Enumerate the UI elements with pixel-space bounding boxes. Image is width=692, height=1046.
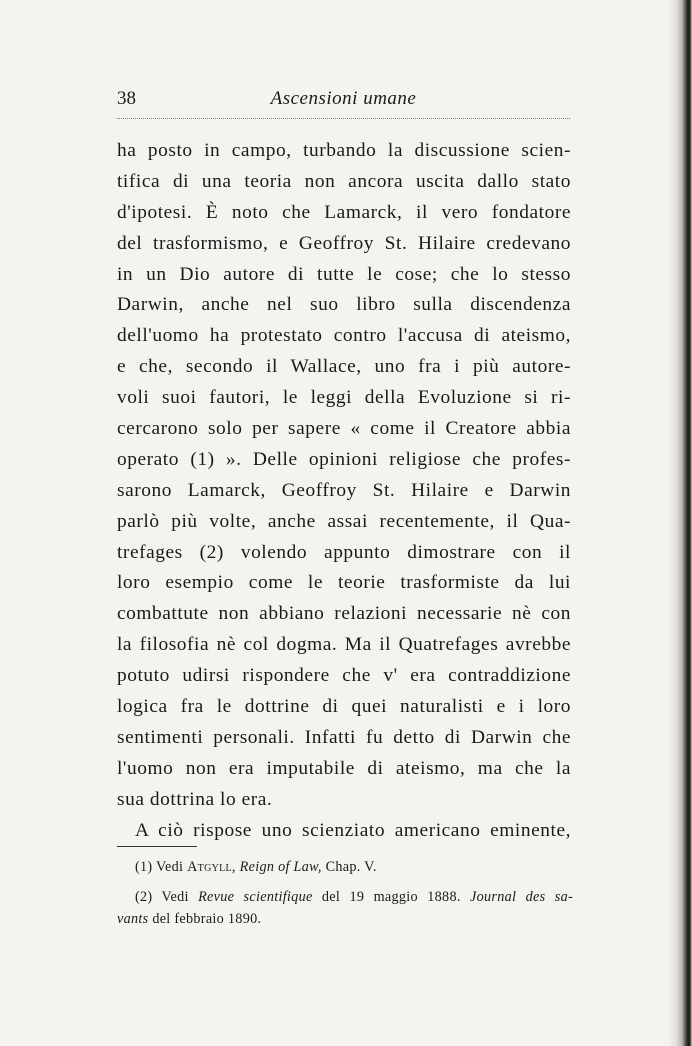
text-line: d'ipotesi. È noto che Lamarck, il vero fondatore xyxy=(117,201,571,223)
text-line: trefages (2) volendo appunto dimostrare con il xyxy=(117,541,571,563)
text-line: l'uomo non era imputabile di ateismo, ma che la xyxy=(117,757,571,779)
text-line: potuto udirsi rispondere che v' era contraddizione xyxy=(117,665,571,687)
text-line: operato (1) ». Delle opinioni religiose che profes- xyxy=(117,448,571,470)
binding-edge xyxy=(668,0,692,1046)
footnote-2-continued xyxy=(117,908,573,930)
text-line: ha posto in campo, turbando la discussione scien- xyxy=(117,140,571,161)
text-line: loro esempio come le teorie trasformiste da lui xyxy=(117,572,571,594)
text-line: parlò più volte, anche assai recentemente, il Qua- xyxy=(117,510,571,532)
text-line: del trasformismo, e Geoffroy St. Hilaire credevano xyxy=(117,232,571,254)
footnote-author: Atgyll, xyxy=(187,859,236,875)
text-line: logica fra le dottrine di quei naturalisti e i loro xyxy=(117,696,571,718)
text-line: e che, secondo il Wallace, uno fra i più autore- xyxy=(117,356,571,378)
footnote-text: Chap. V. xyxy=(325,859,377,875)
footnote-work: Revue scientifique xyxy=(198,889,313,905)
footnote-text: del 19 maggio 1888. xyxy=(321,889,461,905)
footnote-rule xyxy=(117,846,197,847)
text-line: sua dottrina lo era. xyxy=(117,788,273,810)
footnote-work: vants xyxy=(117,911,149,927)
page-number: 38 xyxy=(117,88,136,109)
body-text xyxy=(117,136,571,846)
text-line: dell'uomo ha protestato contro l'accusa di ateismo, xyxy=(117,325,571,347)
footnote-work: Journal des sa- xyxy=(470,889,573,905)
text-line: tifica di una teoria non ancora uscita dallo stato xyxy=(117,170,571,192)
footnote-2 xyxy=(117,886,573,908)
text-line: cercarono solo per sapere « come il Creatore abbia xyxy=(117,418,571,440)
footnotes xyxy=(117,856,573,930)
footnote-marker: (1) Vedi xyxy=(135,859,184,875)
text-line: sentimenti personali. Infatti fu detto di Darwin che xyxy=(117,726,571,748)
text-line: la filosofia nè col dogma. Ma il Quatrefages avrebbe xyxy=(117,634,571,656)
running-title: Ascensioni umane xyxy=(270,88,417,109)
header-rule xyxy=(117,118,570,119)
text-line: in un Dio autore di tutte le cose; che lo stesso xyxy=(117,263,571,285)
text-line: combattute non abbiano relazioni necessarie nè con xyxy=(117,603,571,625)
text-line: Darwin, anche nel suo libro sulla discendenza xyxy=(117,294,571,316)
footnote-marker: (2) Vedi xyxy=(135,889,189,905)
text-line: voli suoi fautori, le leggi della Evoluzione si ri- xyxy=(117,387,571,409)
footnote-1 xyxy=(117,856,573,878)
text-line: A ciò rispose uno scienziato americano eminente, xyxy=(135,819,571,841)
footnote-work: Reign of Law, xyxy=(239,859,322,875)
running-head xyxy=(117,88,570,118)
footnote-text: del febbraio 1890. xyxy=(152,911,262,927)
text-line: sarono Lamarck, Geoffroy St. Hilaire e Darwin xyxy=(117,479,571,501)
